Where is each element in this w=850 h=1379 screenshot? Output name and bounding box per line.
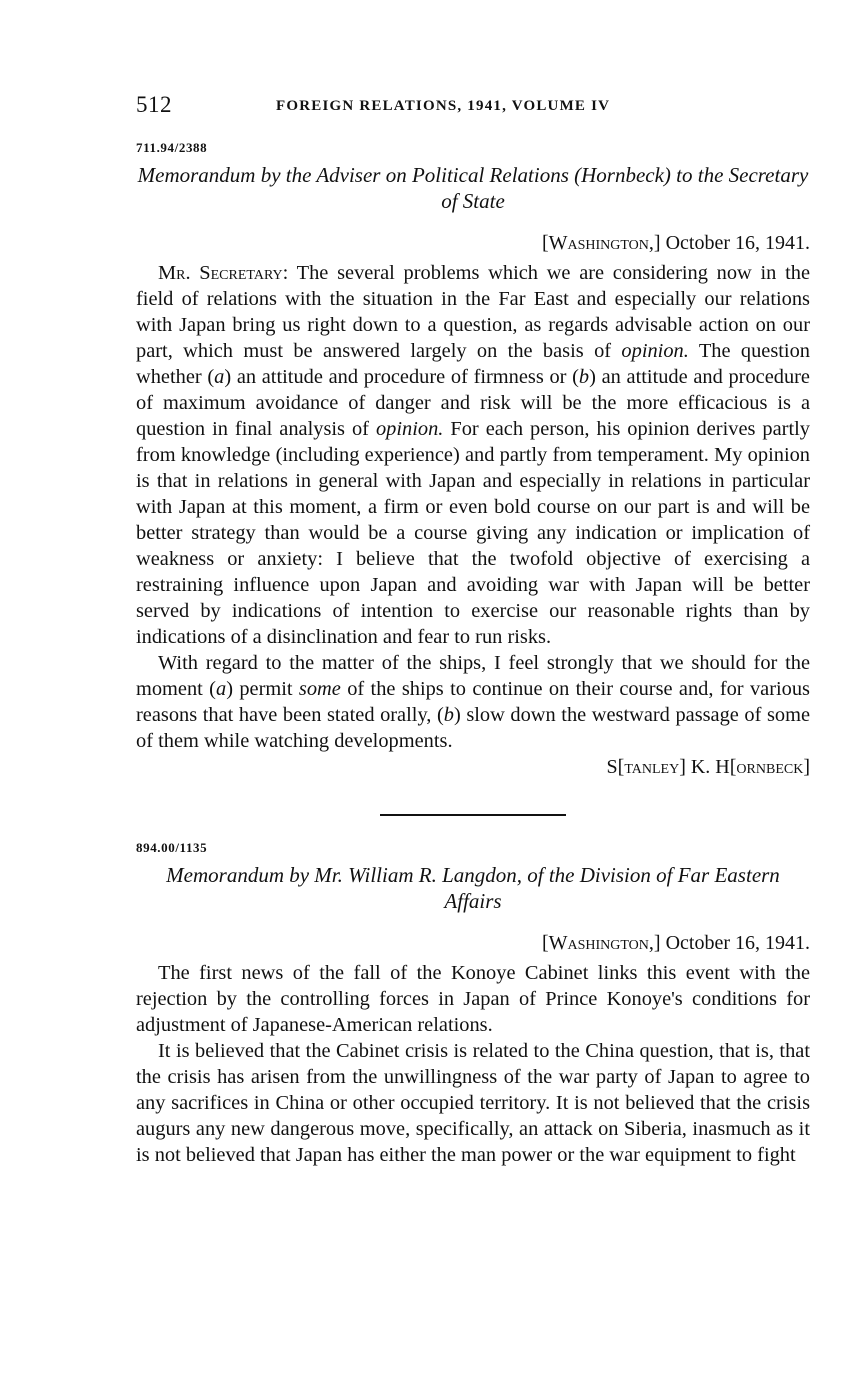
signature: S[tanley] K. H[ornbeck] xyxy=(606,756,810,778)
running-title: FOREIGN RELATIONS, 1941, VOLUME IV xyxy=(276,98,611,114)
enum-letter: a xyxy=(214,366,225,388)
enum-letter: b xyxy=(443,704,454,726)
signature-initial: S xyxy=(606,756,618,778)
section-divider xyxy=(380,814,566,816)
text-run: ) an attitude and procedure of maximum avoidance of danger and risk will be the more efficacious is a question in final analysis of xyxy=(136,366,810,440)
file-id-1: 711.94/2388 xyxy=(136,140,208,155)
emphasis-text: some xyxy=(298,678,341,700)
text-run: For each person, his opinion derives partly from knowledge (including experience) and partly from temperament. My opinion is that in relations in general with Japan and especially in relations in particular with Japan at this moment, a firm or even bold course on our part is and will be better strategy than would be a course giving any indication or implication of weakness or anxiety: I believe that the twofold objective of exercising a restraining influence upon Japan and avoiding war with Japan will be better served by indications of intention to exercise our reasonable rights than by indications of a disinclination and fear to run risks. xyxy=(136,418,810,648)
text-run: of the ships to continue on their course and, for various reasons that have been stated orally, ( xyxy=(136,678,810,726)
signature-middle: K. H xyxy=(690,756,730,778)
memo-2-paragraph-1: The first news of the fall of the Konoye Cabinet links this event with the rejection by the controlling forces in Japan of Prince Konoye's conditions for adjustment of Japanese-American relations. xyxy=(136,962,810,1036)
text-run: With regard to the matter of the ships, I feel strongly that we should for the moment ( xyxy=(136,652,810,700)
dateline-date-1: October 16, 1941. xyxy=(665,232,810,254)
page-header xyxy=(136,92,810,124)
text-run: ) slow down the westward passage of some of them while watching developments. xyxy=(136,704,811,752)
dateline-place-1: Washington, xyxy=(548,232,654,254)
dateline-2: [Washington,] October 16, 1941. xyxy=(541,932,810,954)
text-run: ) permit xyxy=(226,678,293,700)
dateline-place-2: Washington, xyxy=(548,932,654,954)
memo-1-paragraph-1 xyxy=(136,260,810,650)
memo-1-paragraph-2 xyxy=(136,650,810,754)
text-run: The several problems which we are considering now in the field of relations with the situation in the Far East and especially our relations with Japan bring us right down to a question, as regards advisable action on our part, which must be answered largely on the basis of xyxy=(136,262,810,362)
emphasis-text: opinion. xyxy=(621,340,689,362)
emphasis-text: opinion. xyxy=(375,418,444,440)
file-id-2: 894.00/1135 xyxy=(136,840,208,855)
salutation: Mr. Secretary: xyxy=(158,262,289,284)
signature-last-name: ornbeck xyxy=(736,756,804,778)
memo-2-paragraph-2: It is believed that the Cabinet crisis is related to the China question, that is, that the crisis has arisen from the unwillingness of the war party of Japan to agree to any sacrifices in China or other occupied territory. It is not believed that the crisis augurs any new dangerous move, specifically, an attack on Siberia, inasmuch as it is not believed that Japan has either the man power or the war equipment to fight xyxy=(136,1040,810,1166)
text-run: ) an attitude and procedure of firmness or ( xyxy=(224,366,579,388)
memo-title-1: Memorandum by the Adviser on Political Relations (Hornbeck) to the Secretary of State xyxy=(137,163,809,213)
document-page xyxy=(136,92,810,1168)
dateline-1: [Washington,] October 16, 1941. xyxy=(541,232,810,254)
enum-letter: a xyxy=(215,678,227,700)
dateline-date-2: October 16, 1941. xyxy=(665,932,810,954)
signature-first-name: tanley xyxy=(624,756,680,778)
page-number: 512 xyxy=(136,92,172,117)
text-run: The question whether ( xyxy=(136,340,810,388)
memo-title-2: Memorandum by Mr. William R. Langdon, of the Division of Far Eastern Affairs xyxy=(166,863,780,913)
enum-letter: b xyxy=(578,366,590,388)
